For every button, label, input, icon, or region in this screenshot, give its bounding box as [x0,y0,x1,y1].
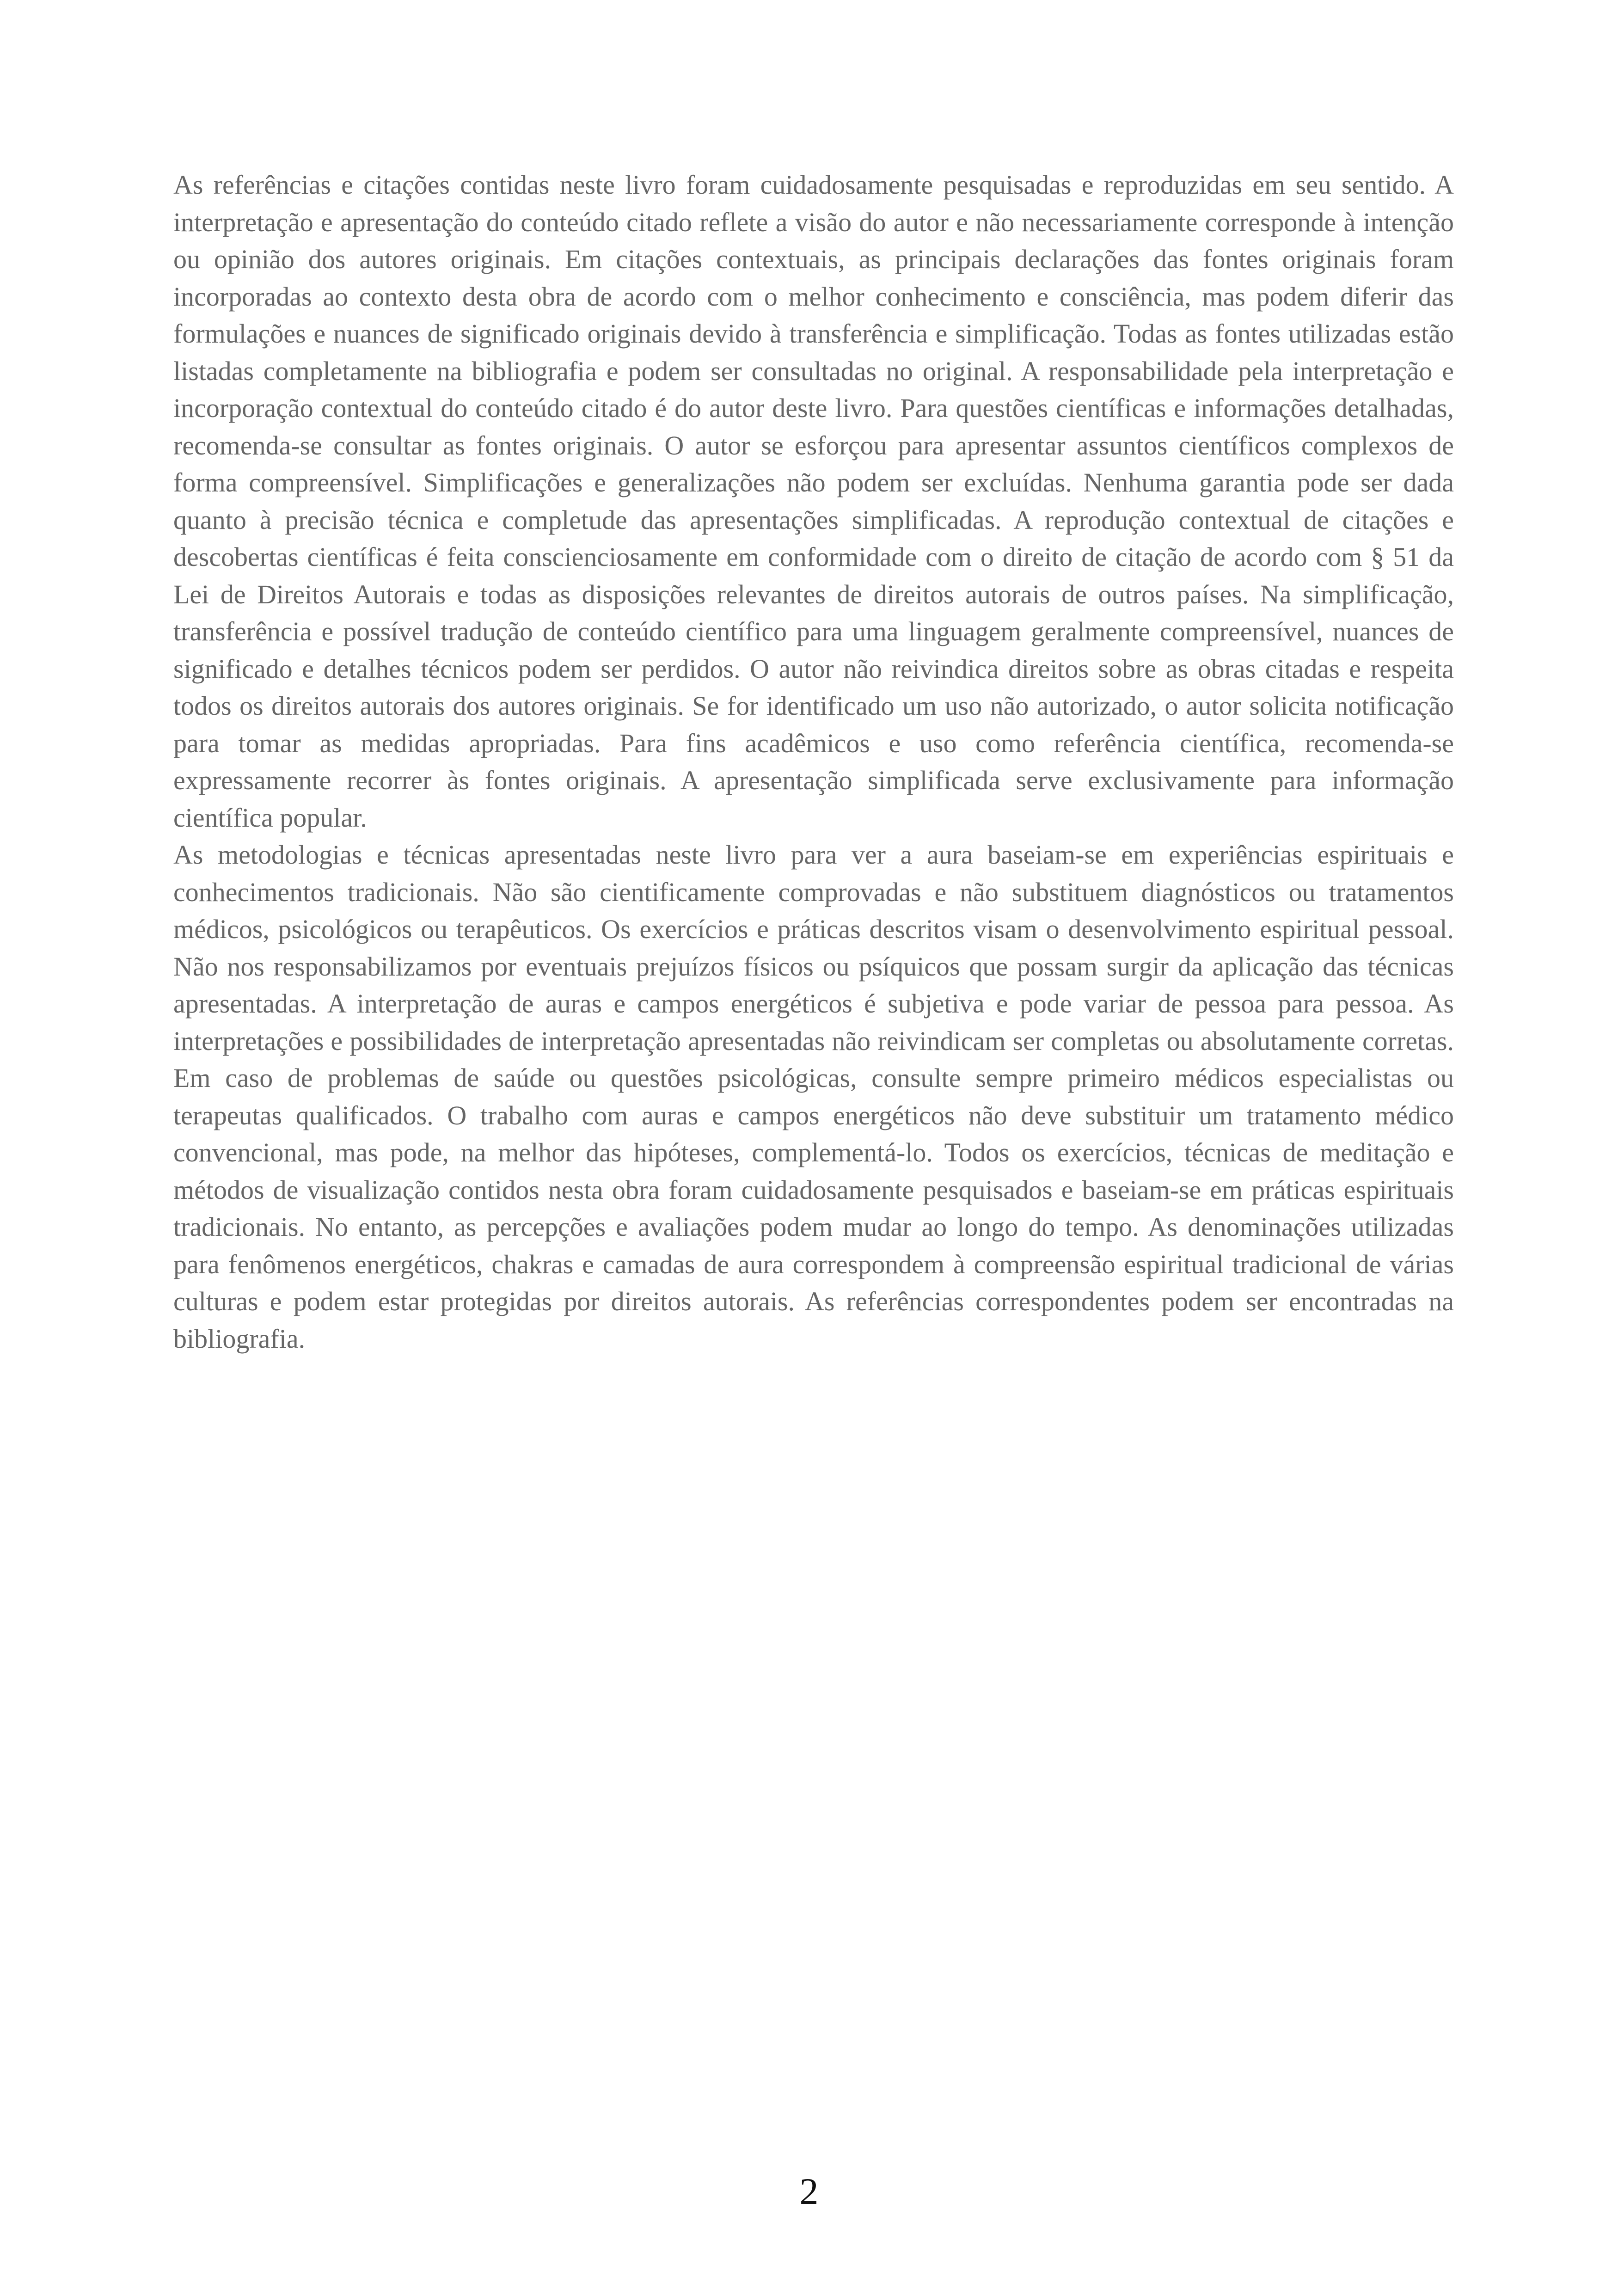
body-text [173,166,1454,1357]
page-number: 2 [799,2170,819,2212]
paragraph-citations-disclaimer: As referências e citações contidas neste livro foram cuidadosamente pesquisadas e reproduzidas em seu sentido. A interpretação e apresentação do conteúdo citado reflete a visão do autor e não necessariamente corresponde à intenção ou opinião dos autores originais. Em citações contextuais, as principais declarações das fontes originais foram incorporadas ao contexto desta obra de acordo com o melhor conhecimento e consciência, mas podem diferir das formulações e nuances de significado originais devido à transferência e simplificação. Todas as fontes utilizadas estão listadas completamente na bibliografia e podem ser consultadas no original. A responsabilidade pela interpretação e incorporação contextual do conteúdo citado é do autor deste livro. Para questões científicas e informações detalhadas, recomenda-se consultar as fontes originais. O autor se esforçou para apresentar assuntos científicos complexos de forma compreensível. Simplificações e generalizações não podem ser excluídas. Nenhuma garantia pode ser dada quanto à precisão técnica e completude das apresentações simplificadas. A reprodução contextual de citações e descobertas científicas é feita conscienciosamente em conformidade com o direito de citação de acordo com § 51 da Lei de Direitos Autorais e todas as disposições relevantes de direitos autorais de outros países. Na simplificação, transferência e possível tradução de conteúdo científico para uma linguagem geralmente compreensível, nuances de significado e detalhes técnicos podem ser perdidos. O autor não reivindica direitos sobre as obras citadas e respeita todos os direitos autorais dos autores originais. Se for identificado um uso não autorizado, o autor solicita notificação para tomar as medidas apropriadas. Para fins acadêmicos e uso como referência científica, recomenda-se expressamente recorrer às fontes originais. A apresentação simplificada serve exclusivamente para informação científica popular. [173,170,1454,833]
paragraph-aura-methods-disclaimer: As metodologias e técnicas apresentadas neste livro para ver a aura baseiam-se em experiências espirituais e conhecimentos tradicionais. Não são cientificamente comprovadas e não substituem diagnósticos ou tratamentos médicos, psicológicos ou terapêuticos. Os exercícios e práticas descritos visam o desenvolvimento espiritual pessoal. Não nos responsabilizamos por eventuais prejuízos físicos ou psíquicos que possam surgir da aplicação das técnicas apresentadas. A interpretação de auras e campos energéticos é subjetiva e pode variar de pessoa para pessoa. As interpretações e possibilidades de interpretação apresentadas não reivindicam ser completas ou absolutamente corretas. Em caso de problemas de saúde ou questões psicológicas, consulte sempre primeiro médicos especialistas ou terapeutas qualificados. O trabalho com auras e campos energéticos não deve substituir um tratamento médico convencional, mas pode, na melhor das hipóteses, complementá-lo. Todos os exercícios, técnicas de meditação e métodos de visualização contidos nesta obra foram cuidadosamente pesquisados e baseiam-se em práticas espirituais tradicionais. No entanto, as percepções e avaliações podem mudar ao longo do tempo. As denominações utilizadas para fenômenos energéticos, chakras e camadas de aura correspondem à compreensão espiritual tradicional de várias culturas e podem estar protegidas por direitos autorais. As referências correspondentes podem ser encontradas na bibliografia. [173,840,1454,1354]
